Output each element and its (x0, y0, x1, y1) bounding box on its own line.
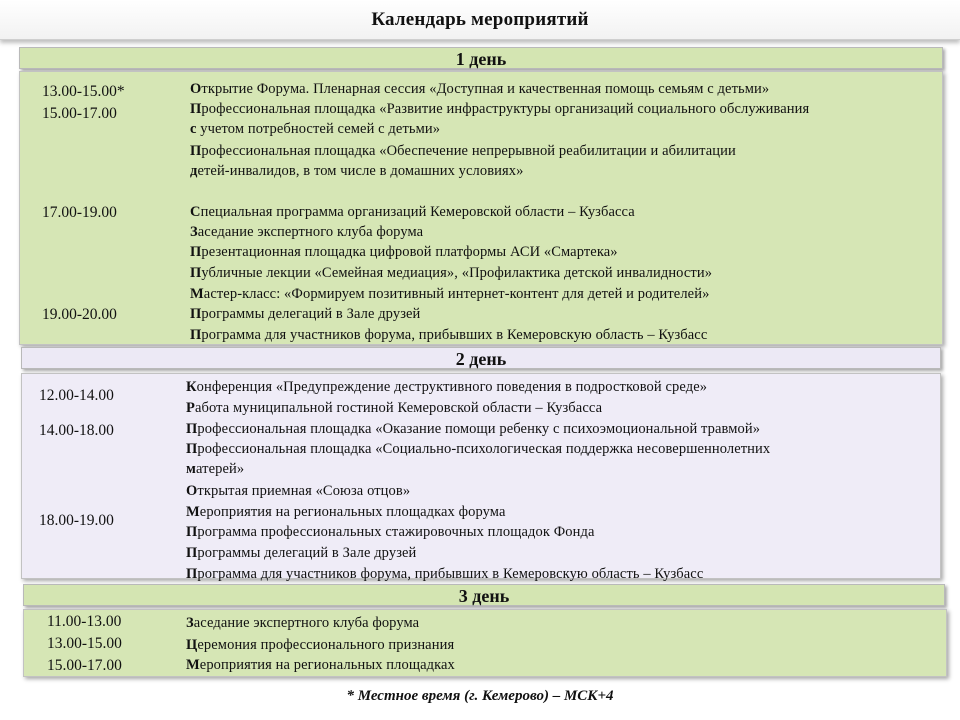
day-1-schedule (19, 71, 943, 345)
day-2-time: 12.00-14.00 (39, 387, 114, 404)
day-1-event: Заседание экспертного клуба форума (190, 224, 424, 240)
day-3-time: 11.00-13.00 (47, 613, 122, 630)
day-3-header (23, 584, 945, 606)
day-1-event: Профессиональная площадка «Обеспечение непрерывной реабилитации и абилитации (190, 143, 736, 159)
day-1-event: Профессиональная площадка «Развитие инфраструктуры организаций социального обслуживания (190, 101, 810, 117)
day-1-header (19, 47, 943, 69)
day-2-header (21, 347, 941, 369)
day-2-time: 18.00-19.00 (39, 512, 114, 529)
day-2-event: Программы делегаций в Зале друзей (186, 545, 417, 561)
day-3-time: 15.00-17.00 (47, 657, 122, 674)
day-2-event: Мероприятия на региональных площадках форума (186, 504, 506, 520)
day-1-time: 15.00-17.00 (42, 105, 117, 122)
day-2-time: 14.00-18.00 (39, 422, 114, 439)
day-3-event: Заседание экспертного клуба форума (186, 615, 420, 631)
footnote: * Местное время (г. Кемерово) – МСК+4 (346, 688, 614, 704)
day-1-event: детей-инвалидов, в том числе в домашних условиях» (190, 163, 524, 179)
title-bar (0, 0, 960, 40)
day-2-event: Профессиональная площадка «Социально-психологическая поддержка несовершеннолетних (186, 441, 771, 457)
day-2-label: 2 день (455, 349, 507, 369)
day-2-event: Конференция «Предупреждение деструктивного поведения в подростковой среде» (186, 379, 708, 395)
day-1-event: Программы делегаций в Зале друзей (190, 306, 421, 322)
day-2-event: Программа для участников форума, прибывших в Кемеровскую область – Кузбасс (186, 566, 704, 582)
day-2-event: Программа профессиональных стажировочных площадок Фонда (186, 524, 595, 540)
day-1-event: Специальная программа организаций Кемеровской области – Кузбасса (190, 204, 635, 220)
day-1-time: 13.00-15.00* (42, 83, 125, 100)
day-1-event: Публичные лекции «Семейная медиация», «Профилактика детской инвалидности» (190, 265, 713, 281)
day-1-event: Программа для участников форума, прибывших в Кемеровскую область – Кузбасс (190, 327, 708, 343)
day-1-event: с учетом потребностей семей с детьми» (190, 121, 441, 137)
day-3-schedule (23, 609, 947, 677)
day-1-time: 19.00-20.00 (42, 306, 117, 323)
day-3-event: Мероприятия на региональных площадках (186, 657, 455, 673)
day-3-time: 13.00-15.00 (47, 635, 122, 652)
page-title: Календарь мероприятий (371, 9, 589, 30)
day-2-event: Профессиональная площадка «Оказание помощи ребенку с психоэмоциональной травмой» (186, 421, 761, 437)
day-1-event: Презентационная площадка цифровой платформы АСИ «Смартека» (190, 244, 618, 260)
day-1-event: Открытие Форума. Пленарная сессия «Доступная и качественная помощь семьям с детьми» (190, 81, 770, 97)
day-3-label: 3 день (458, 586, 510, 606)
day-1-time: 17.00-19.00 (42, 204, 117, 221)
day-2-event: Открытая приемная «Союза отцов» (186, 483, 411, 499)
day-1-label: 1 день (455, 49, 507, 69)
day-2-event: матерей» (186, 461, 245, 477)
day-1-event: Мастер-класс: «Формируем позитивный интернет-контент для детей и родителей» (190, 286, 710, 302)
day-3-event: Церемония профессионального признания (186, 637, 455, 653)
day-2-schedule (21, 373, 941, 582)
day-2-event: Работа муниципальной гостиной Кемеровской области – Кузбасса (186, 400, 603, 416)
